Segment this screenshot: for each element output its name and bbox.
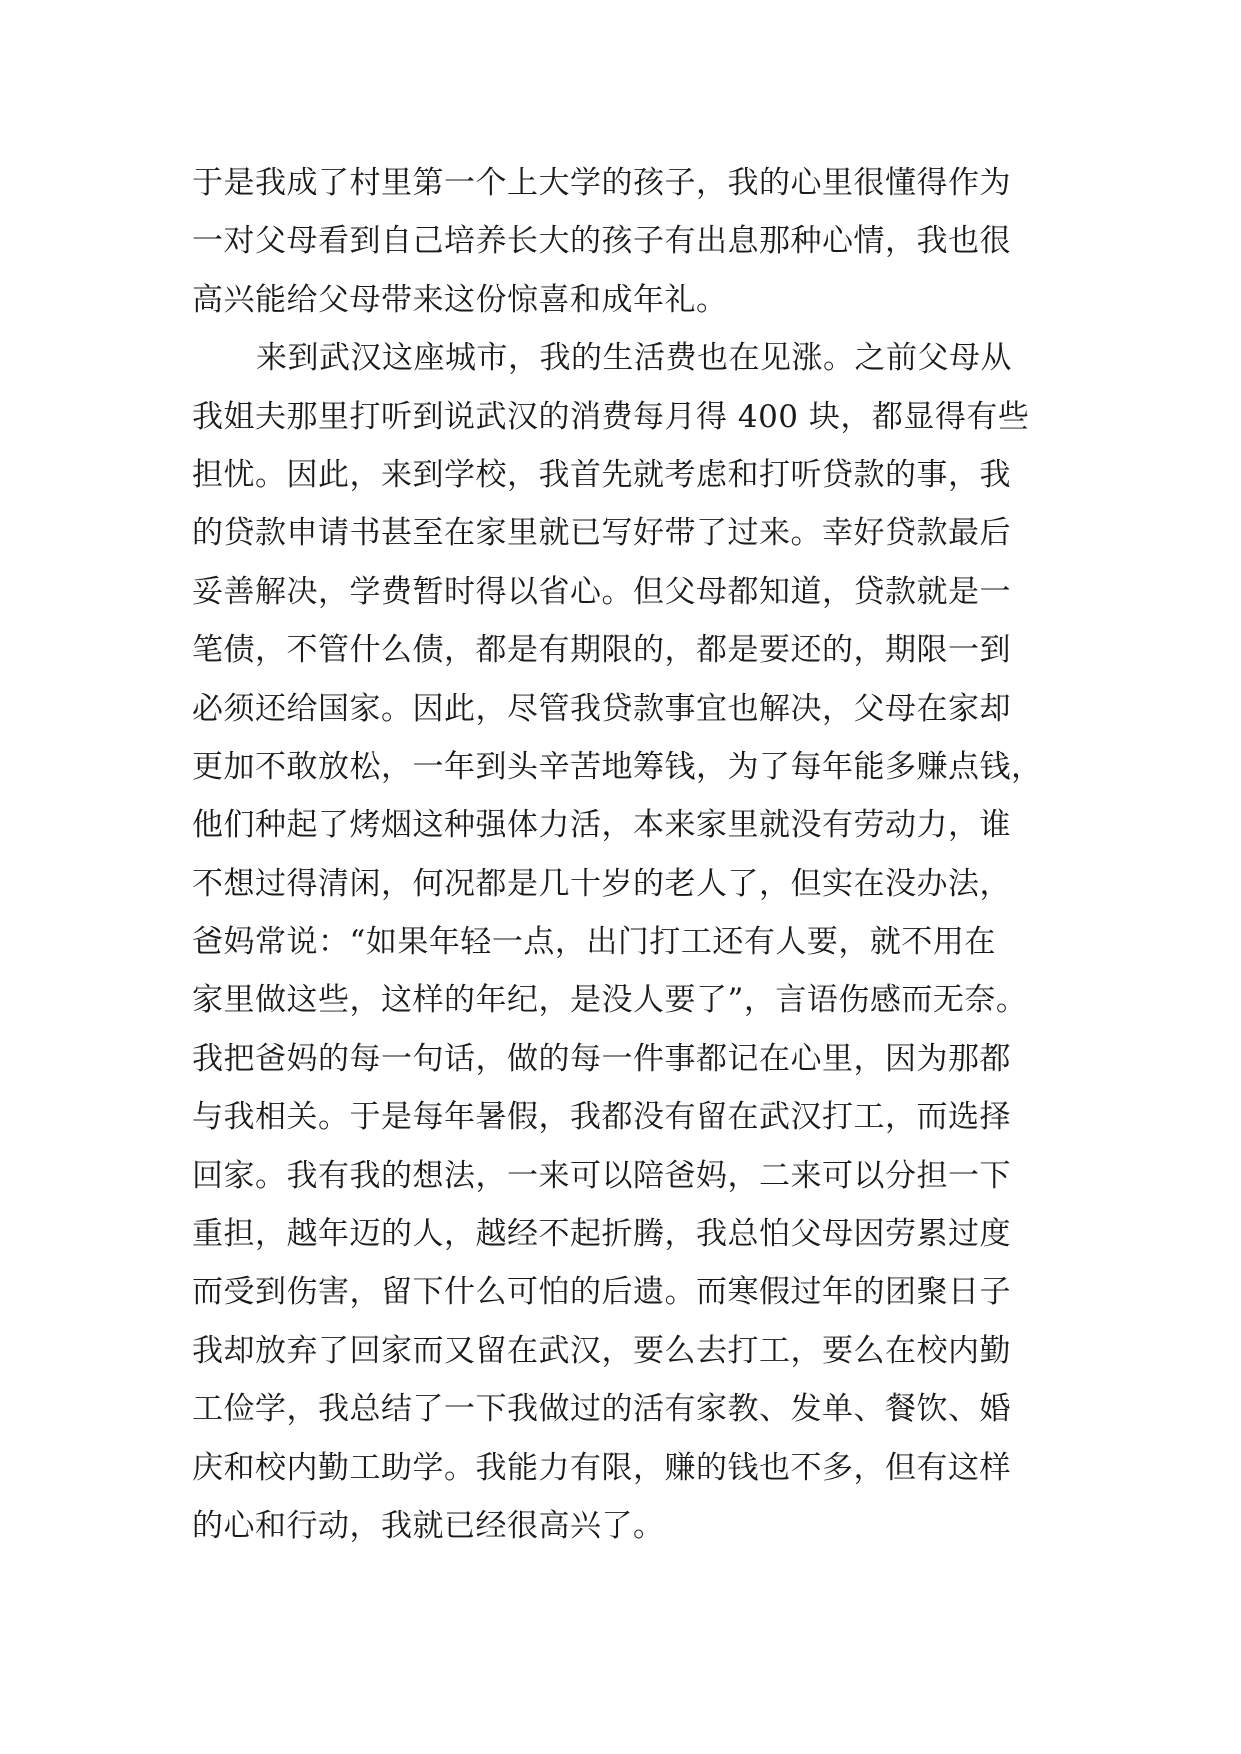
text-line: 更加不敢放松，一年到头辛苦地筹钱，为了每年能多赚点钱， [192,748,1043,785]
text-line: 担忧。因此，来到学校，我首先就考虑和打听贷款的事，我 [192,456,1011,493]
text-line: 爸妈常说：“如果年轻一点，出门打工还有人要，就不用在 [192,924,996,961]
text-line: 妥善解决，学费暂时得以省心。但父母都知道，贷款就是一 [192,573,1011,610]
text-line: 而受到伤害，留下什么可怕的后遗。而寒假过年的团聚日子 [192,1274,1011,1311]
paragraph-first-line: 来到武汉这座城市，我的生活费也在见涨。之前父母从 [256,340,1012,377]
text-line: 与我相关。于是每年暑假，我都没有留在武汉打工，而选择 [192,1099,1011,1136]
text-line: 我却放弃了回家而又留在武汉，要么去打工，要么在校内勤 [192,1332,1011,1369]
text-line: 家里做这些，这样的年纪，是没人要了”，言语伤感而无奈。 [192,982,1028,1019]
text-line: 的贷款申请书甚至在家里就已写好带了过来。幸好贷款最后 [192,515,1011,552]
text-line: 的心和行动，我就已经很高兴了。 [192,1507,665,1544]
text-line: 他们种起了烤烟这种强体力活，本来家里就没有劳动力，谁 [192,807,1011,844]
text-line: 我把爸妈的每一句话，做的每一件事都记在心里，因为那都 [192,1040,1011,1077]
text-line: 工俭学，我总结了一下我做过的活有家教、发单、餐饮、婚 [192,1391,1011,1428]
text-line: 一对父母看到自己培养长大的孩子有出息那种心情，我也很 [192,223,1011,260]
document-body [192,154,1052,1555]
text-line: 庆和校内勤工助学。我能力有限，赚的钱也不多，但有这样 [192,1449,1011,1486]
text-line: 我姐夫那里打听到说武汉的消费每月得 400 块，都显得有些 [192,398,1030,435]
text-line: 于是我成了村里第一个上大学的孩子，我的心里很懂得作为 [192,165,1011,201]
text-line: 高兴能给父母带来这份惊喜和成年礼。 [192,281,728,318]
text-line: 不想过得清闲，何况都是几十岁的老人了，但实在没办法， [192,865,1011,902]
text-line: 回家。我有我的想法，一来可以陪爸妈，二来可以分担一下 [192,1157,1011,1194]
text-line: 笔债，不管什么债，都是有期限的，都是要还的，期限一到 [192,632,1011,669]
text-line: 重担，越年迈的人，越经不起折腾，我总怕父母因劳累过度 [192,1216,1011,1253]
text-line: 必须还给国家。因此，尽管我贷款事宜也解决，父母在家却 [192,690,1011,727]
